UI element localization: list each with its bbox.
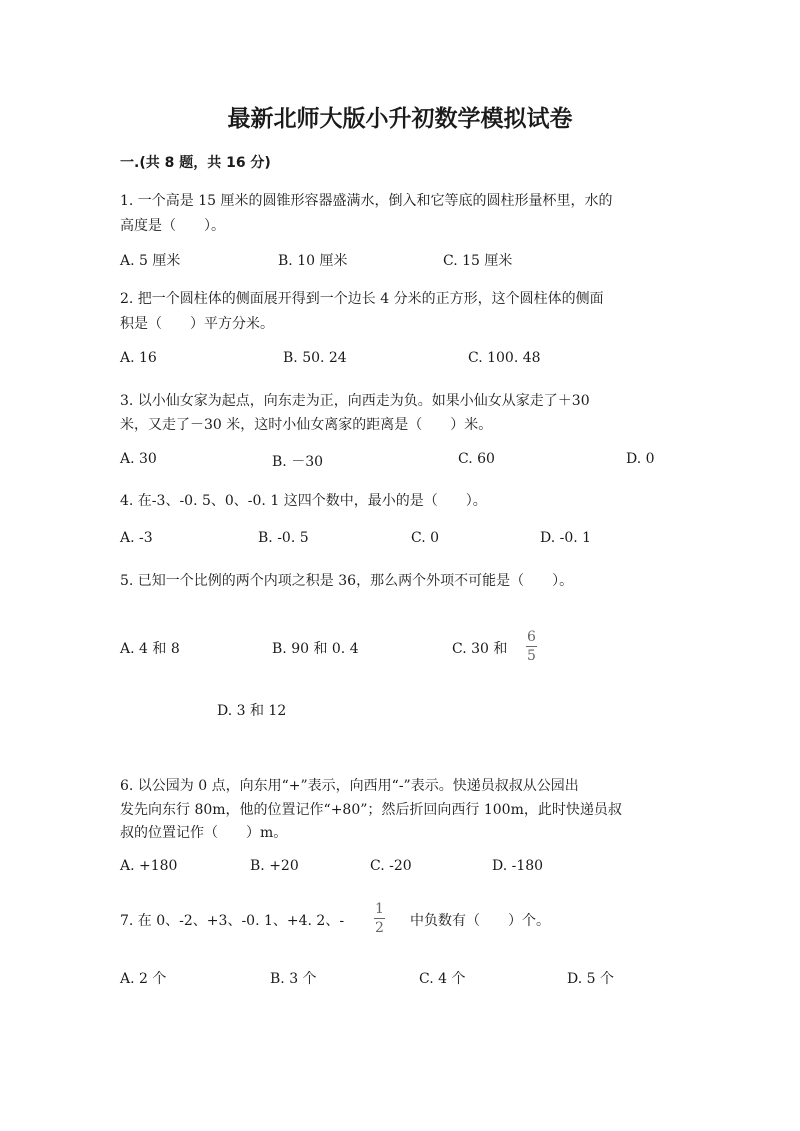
q3-option-d: D. 0: [626, 451, 655, 467]
q3-line1: 3. 以小仙女家为起点，向东走为正，向西走为负。如果小仙女从家走了＋30: [120, 393, 590, 409]
q3-option-a: A. 30: [120, 451, 157, 467]
q2-option-c: C. 100. 48: [468, 350, 541, 366]
q2-option-a: A. 16: [120, 350, 157, 366]
q2-line2: 积是（ ）平方分米。: [120, 316, 274, 332]
q4-option-b: B. -0. 5: [258, 530, 309, 546]
q5-option-a: A. 4 和 8: [120, 641, 180, 657]
q5-fraction-numerator: 6: [527, 629, 536, 645]
q7-option-b: B. 3 个: [270, 971, 317, 987]
q5-fraction-denominator: 5: [527, 648, 536, 664]
q6-option-d: D. -180: [492, 858, 544, 874]
q7-fraction-bar: [374, 918, 385, 919]
q5-option-b: B. 90 和 0. 4: [272, 641, 359, 657]
q5-line1: 5. 已知一个比例的两个内项之积是 36，那么两个外项不可能是（ ）。: [120, 573, 574, 589]
q7-fraction: [374, 902, 385, 935]
q7-fraction-denominator: 2: [375, 920, 384, 936]
page-title: 最新北师大版小升初数学模拟试卷: [227, 106, 573, 132]
q3-option-c: C. 60: [458, 451, 495, 467]
q6-line2: 发先向东行 80m，他的位置记作“+80”；然后折回向西行 100m，此时快递员叔: [120, 802, 622, 818]
q7-line1-part2: 中负数有（ ）个。: [410, 913, 550, 929]
q6-option-b: B. +20: [250, 858, 299, 874]
q3-line2: 米，又走了－30 米，这时小仙女离家的距离是（ ）米。: [120, 417, 493, 433]
q3-option-b: B. －30: [272, 454, 324, 470]
q7-option-d: D. 5 个: [567, 971, 614, 987]
q6-line3: 叔的位置记作（ ）m。: [120, 825, 288, 841]
q4-option-a: A. -3: [120, 530, 153, 546]
q7-option-a: A. 2 个: [120, 971, 167, 987]
q6-option-c: C. -20: [370, 858, 412, 874]
q7-option-c: C. 4 个: [419, 971, 466, 987]
q1-option-a: A. 5 厘米: [120, 253, 181, 269]
section-heading: 一.(共 8 题，共 16 分): [120, 155, 271, 171]
q1-option-b: B. 10 厘米: [278, 253, 348, 269]
q7-line1-part1: 7. 在 0、-2、+3、-0. 1、+4. 2、-: [120, 913, 345, 929]
q7-fraction-numerator: 1: [375, 901, 384, 917]
q1-option-c: C. 15 厘米: [443, 253, 513, 269]
q6-line1: 6. 以公园为 0 点，向东用“+”表示，向西用“-”表示。快递员叔叔从公园出: [120, 778, 579, 794]
q5-option-d: D. 3 和 12: [217, 703, 287, 719]
q1-line1: 1. 一个高是 15 厘米的圆锥形容器盛满水，倒入和它等底的圆柱形量杯里，水的: [120, 193, 613, 209]
q4-option-d: D. -0. 1: [540, 530, 592, 546]
q6-option-a: A. +180: [120, 858, 178, 874]
q1-line2: 高度是（ ）。: [120, 218, 225, 234]
q2-line1: 2. 把一个圆柱体的侧面展开得到一个边长 4 分米的正方形，这个圆柱体的侧面: [120, 291, 604, 307]
q5-fraction-bar: [526, 646, 537, 647]
q5-fraction: [526, 630, 537, 663]
q5-option-c: C. 30 和: [452, 641, 508, 657]
q4-option-c: C. 0: [411, 530, 440, 546]
q4-line1: 4. 在-3、-0. 5、0、-0. 1 这四个数中，最小的是（ ）。: [120, 493, 487, 509]
q2-option-b: B. 50. 24: [283, 350, 347, 366]
